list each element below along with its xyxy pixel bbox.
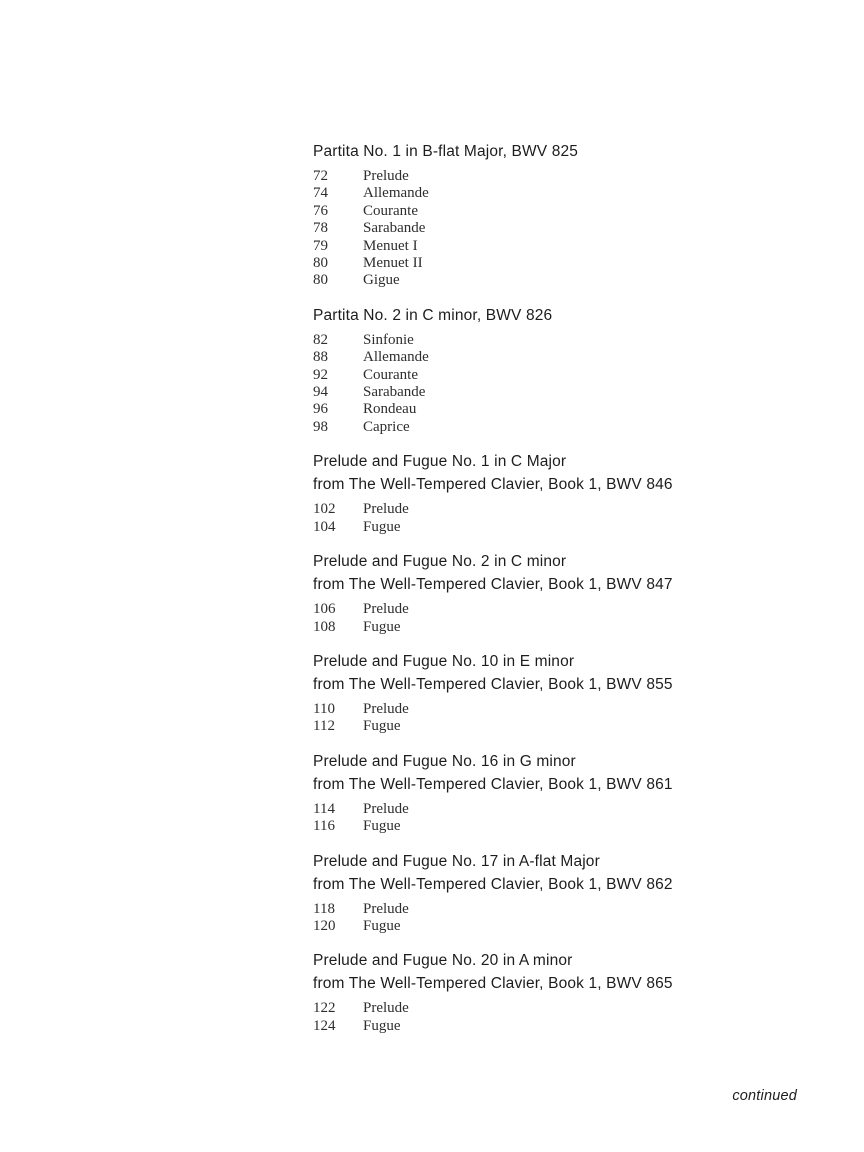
toc-entry-row (313, 901, 743, 918)
toc-entry-row (313, 349, 743, 366)
toc-entry-row (313, 238, 743, 255)
entry-page-number: 104 (313, 518, 336, 535)
entry-page-number: 88 (313, 349, 328, 366)
entry-title: Fugue (363, 618, 401, 635)
toc-entry-row (313, 272, 743, 289)
section-entries (313, 1000, 743, 1035)
toc-section (313, 550, 743, 636)
section-title-line: from The Well-Tempered Clavier, Book 1, BWV 855 (313, 675, 673, 693)
entry-page-number: 80 (313, 255, 328, 272)
section-title-line: from The Well-Tempered Clavier, Book 1, BWV 865 (313, 975, 673, 993)
section-title-line: Prelude and Fugue No. 1 in C Major (313, 453, 567, 471)
toc-entry-row (313, 1000, 743, 1017)
section-entries (313, 168, 743, 290)
toc-entry-row (313, 185, 743, 202)
toc-section (313, 949, 743, 1035)
toc-entry-row (313, 401, 743, 418)
entry-page-number: 79 (313, 237, 328, 254)
section-title (313, 949, 743, 995)
entry-page-number: 112 (313, 718, 335, 735)
section-title-line: from The Well-Tempered Clavier, Book 1, BWV 861 (313, 775, 673, 793)
entry-page-number: 108 (313, 618, 336, 635)
toc-entry-row (313, 220, 743, 237)
toc-entry-row (313, 619, 743, 636)
entry-page-number: 82 (313, 331, 328, 348)
section-title (313, 140, 743, 163)
section-title-line: Prelude and Fugue No. 2 in C minor (313, 553, 567, 571)
entry-page-number: 72 (313, 168, 328, 184)
section-entries (313, 601, 743, 636)
entry-title: Prelude (363, 1000, 409, 1017)
entry-page-number: 92 (313, 366, 328, 383)
section-title-line: Partita No. 2 in C minor, BWV 826 (313, 306, 553, 324)
entry-page-number: 114 (313, 800, 335, 817)
entry-title: Courante (363, 202, 418, 219)
toc-section (313, 650, 743, 736)
entry-title: Fugue (363, 518, 401, 535)
entry-title: Prelude (363, 501, 409, 518)
toc-entry-row (313, 367, 743, 384)
entry-page-number: 76 (313, 202, 328, 219)
toc-entry-row (313, 701, 743, 718)
section-title-line: Prelude and Fugue No. 17 in A-flat Major (313, 852, 600, 870)
toc-section (313, 140, 743, 290)
entry-page-number: 116 (313, 818, 335, 835)
entry-page-number: 98 (313, 418, 328, 435)
toc-section (313, 750, 743, 836)
toc-content (313, 140, 743, 1049)
toc-entry-row (313, 203, 743, 220)
section-title-line: from The Well-Tempered Clavier, Book 1, BWV 847 (313, 576, 673, 594)
toc-section (313, 450, 743, 536)
entry-title: Rondeau (363, 401, 417, 418)
entry-title: Menuet II (363, 255, 423, 272)
section-title-line: Prelude and Fugue No. 16 in G minor (313, 752, 576, 770)
section-title (313, 450, 743, 496)
section-title-line: from The Well-Tempered Clavier, Book 1, BWV 862 (313, 875, 673, 893)
entry-title: Fugue (363, 818, 401, 835)
entry-title: Courante (363, 366, 418, 383)
entry-page-number: 122 (313, 1000, 336, 1017)
toc-entry-row (313, 168, 743, 185)
section-title-line: from The Well-Tempered Clavier, Book 1, BWV 846 (313, 476, 673, 494)
entry-title: Prelude (363, 601, 409, 618)
toc-entry-row (313, 255, 743, 272)
entry-page-number: 118 (313, 900, 335, 917)
toc-entry-row (313, 419, 743, 436)
section-title (313, 850, 743, 896)
entry-page-number: 78 (313, 220, 328, 237)
entry-page-number: 102 (313, 501, 336, 518)
toc-entry-row (313, 1018, 743, 1035)
entry-page-number: 96 (313, 401, 328, 418)
section-entries (313, 701, 743, 736)
toc-entry-row (313, 718, 743, 735)
section-title (313, 650, 743, 696)
section-title (313, 304, 743, 327)
entry-title: Fugue (363, 917, 401, 934)
entry-title: Sarabande (363, 384, 426, 401)
section-title (313, 750, 743, 796)
section-entries (313, 801, 743, 836)
entry-title: Sinfonie (363, 331, 414, 348)
toc-entry-row (313, 332, 743, 349)
entry-title: Prelude (363, 700, 409, 717)
continued-label: continued (732, 1088, 797, 1104)
entry-title: Allemande (363, 185, 429, 202)
section-title-line: Prelude and Fugue No. 20 in A minor (313, 952, 573, 970)
section-title-line: Prelude and Fugue No. 10 in E minor (313, 652, 575, 670)
section-title (313, 550, 743, 596)
entry-title: Prelude (363, 900, 409, 917)
toc-section (313, 304, 743, 436)
entry-title: Fugue (363, 718, 401, 735)
entry-title: Prelude (363, 168, 409, 184)
toc-entry-row (313, 801, 743, 818)
entry-page-number: 106 (313, 601, 336, 618)
entry-title: Allemande (363, 349, 429, 366)
entry-page-number: 124 (313, 1017, 336, 1034)
entry-title: Sarabande (363, 220, 426, 237)
entry-title: Menuet I (363, 237, 418, 254)
entry-page-number: 110 (313, 700, 335, 717)
toc-entry-row (313, 501, 743, 518)
entry-page-number: 120 (313, 917, 336, 934)
entry-title: Gigue (363, 272, 400, 289)
entry-page-number: 94 (313, 384, 328, 401)
entry-title: Prelude (363, 800, 409, 817)
entry-page-number: 74 (313, 185, 328, 202)
section-title-line: Partita No. 1 in B-flat Major, BWV 825 (313, 143, 578, 160)
toc-entry-row (313, 519, 743, 536)
entry-title: Fugue (363, 1017, 401, 1034)
toc-entry-row (313, 601, 743, 618)
entry-page-number: 80 (313, 272, 328, 289)
section-entries (313, 332, 743, 436)
toc-entry-row (313, 818, 743, 835)
toc-section (313, 850, 743, 936)
section-entries (313, 501, 743, 536)
section-entries (313, 901, 743, 936)
toc-entry-row (313, 918, 743, 935)
toc-entry-row (313, 384, 743, 401)
entry-title: Caprice (363, 418, 410, 435)
